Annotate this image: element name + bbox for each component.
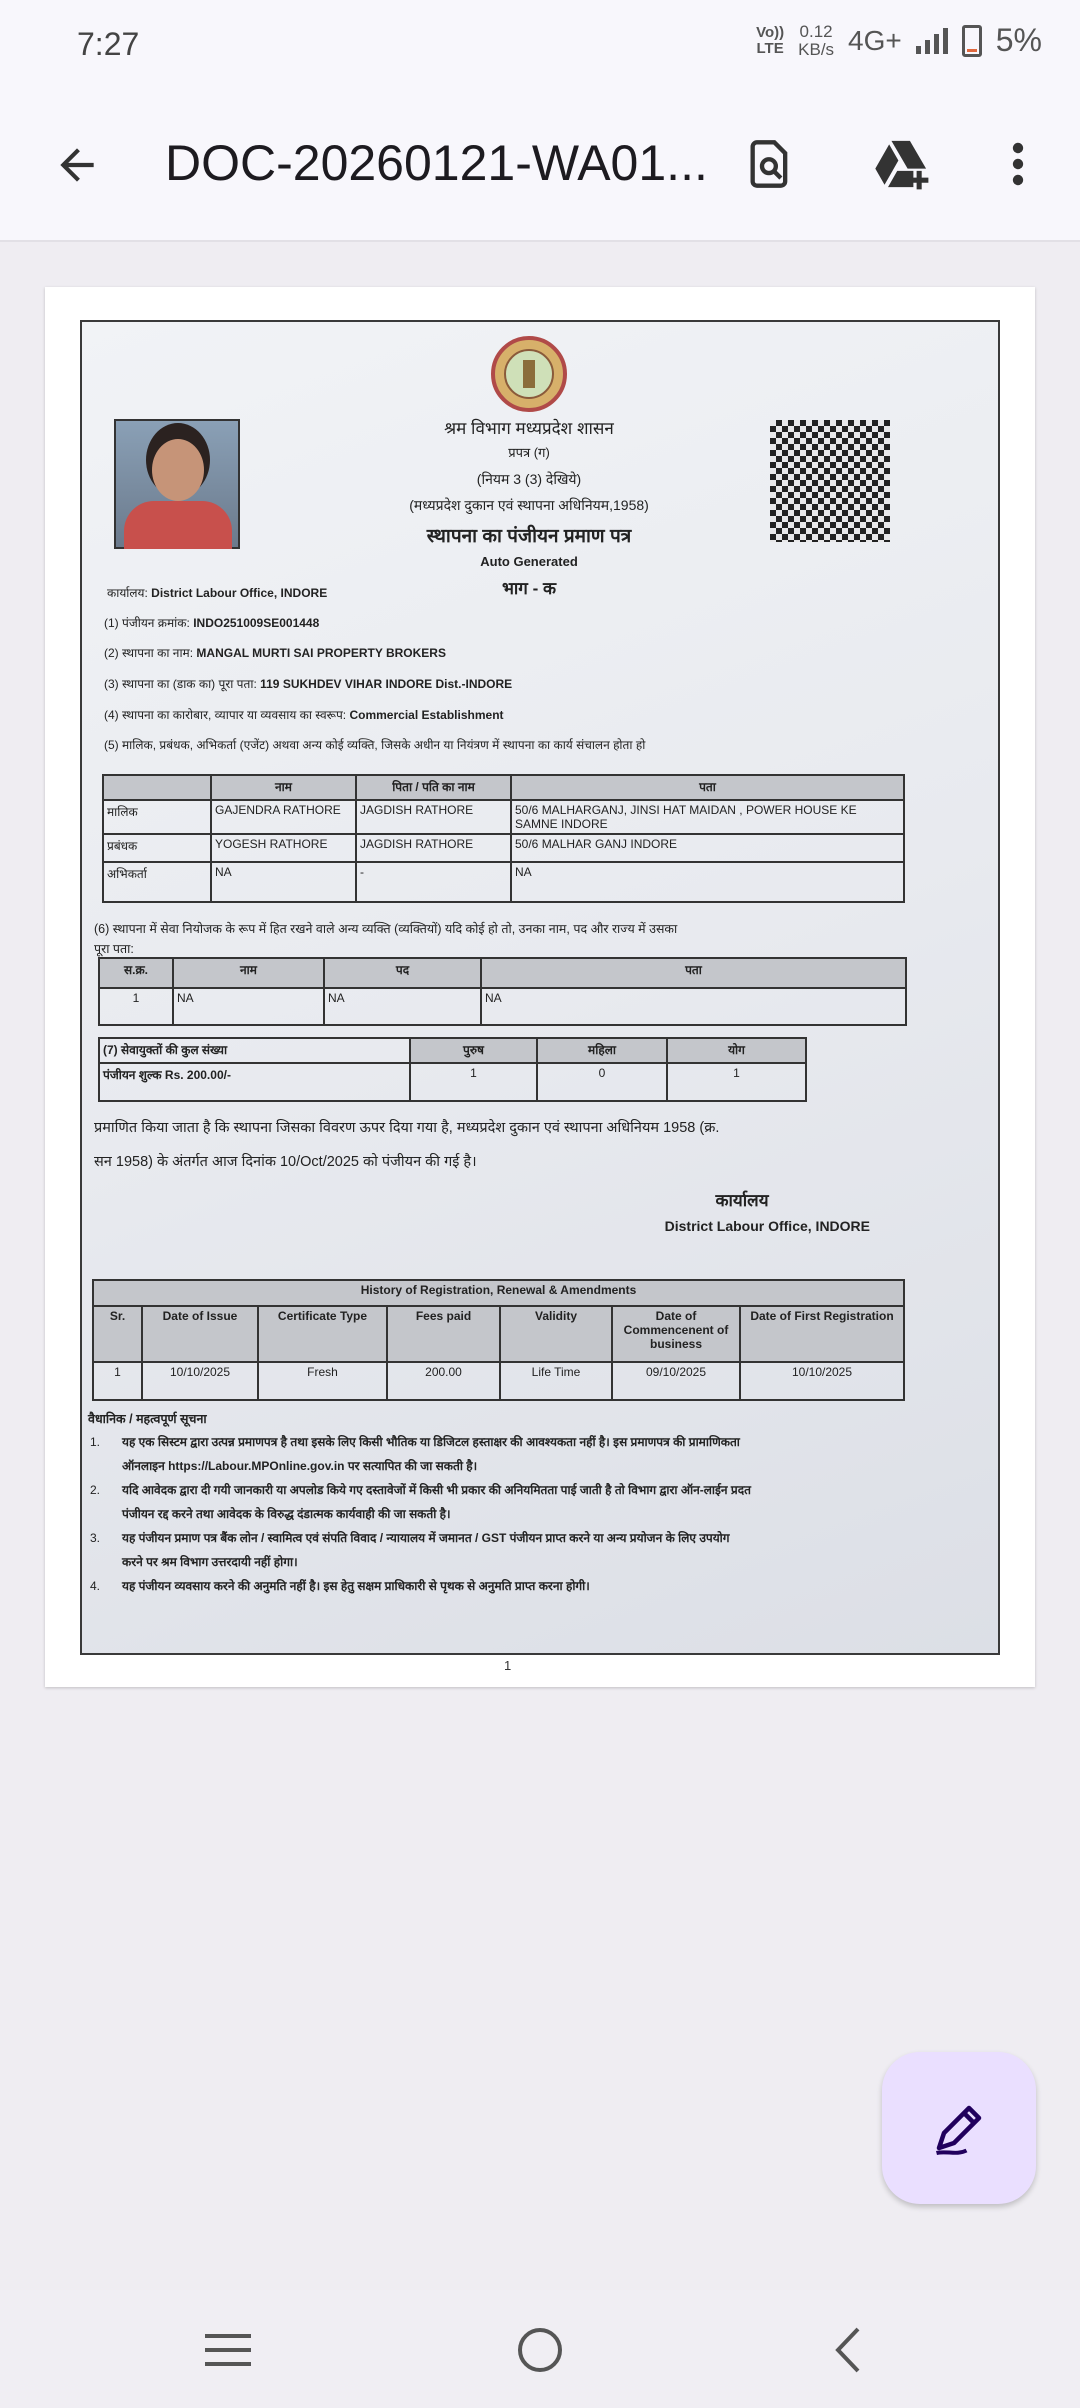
signature-office-hi: कार्यालय bbox=[715, 1191, 769, 1210]
battery-percent: 5% bbox=[995, 22, 1042, 58]
part-label: भाग - क bbox=[501, 579, 557, 598]
office-line: कार्यालय: District Labour Office, INDORE bbox=[107, 586, 328, 600]
persons-table: नाम पिता / पति का नाम पता मालिक GAJENDRA RATHORE JAGDISH RATHORE 50/6 MALHARGANJ, JINSI HAT MAIDAN , POWER HOUSE KE SAMNE INDORE प्रबंधक YOGESH RATHORE JAGDISH RATHORE 50/6 MALHAR GANJ INDORE अभिकर्ता NA - NA bbox=[102, 774, 905, 903]
note-item: 3. यह पंजीयन प्रमाण पत्र बैंक लोन / स्वामित्व एवं संपति विवाद / न्यायालय में जमानत / GST पंजीयन प्राप्त करने या अन्य प्रयोजन के लिए उपयोग करने पर श्रम विभाग उत्तरदायी नहीं होगा। bbox=[90, 1531, 730, 1569]
field-establishment-name: (2) स्थापना का नाम: MANGAL MURTI SAI PROPERTY BROKERS bbox=[104, 646, 446, 660]
signature-office-en: District Labour Office, INDORE bbox=[664, 1218, 870, 1234]
act-label: (मध्यप्रदेश दुकान एवं स्थापना अधिनियम,1958) bbox=[409, 497, 649, 513]
table-row: 1 NA NA NA bbox=[99, 988, 906, 1025]
mp-emblem-icon bbox=[491, 336, 567, 412]
field-owner-heading: (5) मालिक, प्रबंधक, अभिकर्ता (एजेंट) अथवा अन्य कोई व्यक्ति, जिसके अधीन या नियंत्रण में स्थापना का कार्य संचालन होता हो bbox=[104, 738, 646, 752]
table-row: अभिकर्ता NA - NA bbox=[103, 862, 904, 902]
back-arrow-icon[interactable] bbox=[52, 140, 102, 190]
table-row: मालिक GAJENDRA RATHORE JAGDISH RATHORE 50/6 MALHARGANJ, JINSI HAT MAIDAN , POWER HOUSE KE SAMNE INDORE bbox=[103, 800, 904, 834]
employees-table: (7) सेवायुक्तों की कुल संख्या पुरुष महिला योग पंजीयन शुल्क Rs. 200.00/- 1 0 1 bbox=[98, 1037, 807, 1102]
certificate-title: स्थापना का पंजीयन प्रमाण पत्र bbox=[426, 526, 632, 547]
system-icons bbox=[756, 22, 1042, 59]
document-title: DOC-20260121-WA01... bbox=[165, 135, 708, 191]
page-number: 1 bbox=[504, 1658, 512, 1673]
navigation-bar bbox=[0, 2290, 1080, 2408]
document-photo bbox=[80, 320, 1000, 1655]
auto-generated-label: Auto Generated bbox=[480, 554, 578, 569]
status-time: 7:27 bbox=[77, 26, 140, 62]
note-item: 4. यह पंजीयन व्यवसाय करने की अनुमति नहीं है। इस हेतु सक्षम प्राधिकारी से पृथक से अनुमति प्राप्त करना होगी। bbox=[90, 1579, 590, 1593]
note-item: 1. यह एक सिस्टम द्वारा उत्पन्न प्रमाणपत्र है तथा इसके लिए किसी भौतिक या डिजिटल हस्ताक्षर की आवश्यकता नहीं है। इस प्रमाणपत्र की प्रामाणिकता ऑनलाइन https://Labour.MPOnline.gov.in पर सत्यापित की जा सकती है। bbox=[90, 1435, 740, 1473]
owner-photo bbox=[114, 419, 240, 549]
app-bar bbox=[0, 90, 1080, 242]
battery-icon bbox=[962, 25, 982, 57]
qr-code bbox=[770, 420, 890, 542]
network-speed: 0.12 KB/s bbox=[798, 21, 835, 59]
edit-pen-icon bbox=[929, 2098, 989, 2158]
table-row: 1 10/10/2025 Fresh 200.00 Life Time 09/10/2025 10/10/2025 bbox=[93, 1362, 904, 1400]
volte-icon: Vo)) LTE bbox=[756, 23, 785, 57]
other-persons-table: स.क्र. नाम पद पता 1 NA NA NA bbox=[98, 957, 907, 1026]
table-row: प्रबंधक YOGESH RATHORE JAGDISH RATHORE 50/6 MALHAR GANJ INDORE bbox=[103, 834, 904, 862]
edit-fab-button[interactable] bbox=[882, 2052, 1036, 2204]
certification-text: प्रमाणित किया जाता है कि स्थापना जिसका विवरण ऊपर दिया गया है, मध्यप्रदेश दुकान एवं स्थापना अधिनियम 1958 (क्र. bbox=[94, 1120, 720, 1136]
notes-heading: वैधानिक / महत्वपूर्ण सूचना bbox=[88, 1412, 207, 1426]
drive-add-icon[interactable] bbox=[871, 132, 935, 196]
field-address: (3) स्थापना का (डाक का) पूरा पता: 119 SUKHDEV VIHAR INDORE Dist.-INDORE bbox=[104, 677, 513, 691]
back-icon[interactable] bbox=[818, 2320, 878, 2380]
home-icon[interactable] bbox=[510, 2320, 570, 2380]
rule-label: (नियम 3 (3) देखिये) bbox=[476, 471, 582, 487]
network-type: 4G+ bbox=[848, 24, 902, 56]
search-document-icon[interactable] bbox=[738, 132, 802, 196]
form-label: प्रपत्र (ग) bbox=[508, 445, 550, 460]
field-registration-no: (1) पंजीयन क्रमांक: INDO251009SE001448 bbox=[104, 616, 320, 630]
field-business-type: (4) स्थापना का कारोबार, व्यापार या व्यवसाय का स्वरूप: Commercial Establishment bbox=[104, 708, 504, 722]
more-vert-icon[interactable] bbox=[986, 132, 1050, 196]
dept-heading: श्रम विभाग मध्यप्रदेश शासन bbox=[444, 419, 614, 438]
section-6-text: (6) स्थापना में सेवा नियोजक के रूप में हित रखने वाले अन्य व्यक्ति (व्यक्तियों) यदि कोई हो तो, उनका नाम, पद और राज्य में उसका bbox=[94, 922, 678, 936]
history-table: History of Registration, Renewal & Amendments Sr. Date of Issue Certificate Type Fees paid Validity Date of Commencenent of business Date of First Registration 1 10/10/2025 Fresh 200.00 Life Time 09/10/2025 10/10/2025 bbox=[92, 1279, 905, 1401]
section-6-text-cont: पूरा पता: bbox=[94, 942, 134, 956]
note-item: 2. यदि आवेदक द्वारा दी गयी जानकारी या अपलोड किये गए दस्तावेजों में किसी भी प्रकार की अनियमितता पाई जाती है तो विभाग द्वारा ऑन-लाईन प्रदत पंजीयन रद्द करने तथा आवेदक के विरुद्ध दंडात्मक कार्यवाही की जा सकती है। bbox=[90, 1483, 751, 1521]
recents-icon[interactable] bbox=[198, 2320, 258, 2380]
certification-text-cont: सन 1958) के अंतर्गत आज दिनांक 10/Oct/2025 को पंजीयन की गई है। bbox=[94, 1154, 477, 1170]
signal-icon bbox=[916, 28, 948, 54]
status-bar bbox=[0, 0, 1080, 90]
